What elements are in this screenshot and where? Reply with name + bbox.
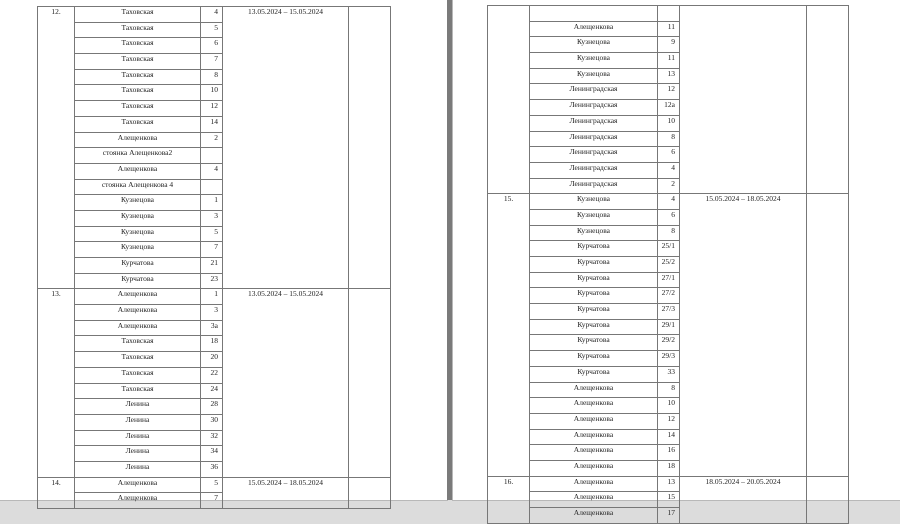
group-number: 16. <box>488 476 530 523</box>
house-cell: 6 <box>201 38 223 54</box>
street-cell <box>530 6 658 22</box>
street-cell: Курчатова <box>530 257 658 273</box>
street-cell: Алещенкова <box>530 382 658 398</box>
date-range-cell: 13.05.2024 – 15.05.2024 <box>223 289 349 477</box>
street-cell: Ленина <box>75 414 201 430</box>
house-cell: 18 <box>658 460 680 476</box>
house-cell: 12а <box>658 100 680 116</box>
street-cell: Кузнецова <box>75 242 201 258</box>
street-cell: Кузнецова <box>75 195 201 211</box>
street-cell: Курчатова <box>530 241 658 257</box>
house-cell: 5 <box>201 22 223 38</box>
street-cell: Кузнецова <box>530 53 658 69</box>
street-cell: Кузнецова <box>530 37 658 53</box>
house-cell: 4 <box>201 163 223 179</box>
house-cell: 32 <box>201 430 223 446</box>
street-cell: Алещенкова <box>75 477 201 493</box>
house-cell: 7 <box>201 54 223 70</box>
table-row <box>488 476 849 492</box>
house-cell <box>201 179 223 195</box>
house-cell: 24 <box>201 383 223 399</box>
house-cell: 10 <box>658 115 680 131</box>
street-cell: Таховская <box>75 7 201 23</box>
street-cell: Таховская <box>75 367 201 383</box>
street-cell: Алещенкова <box>530 398 658 414</box>
street-cell: Кузнецова <box>530 68 658 84</box>
date-range-cell: 15.05.2024 – 18.05.2024 <box>223 477 349 508</box>
date-range-cell: 18.05.2024 – 20.05.2024 <box>680 476 807 523</box>
house-cell: 2 <box>658 178 680 194</box>
street-cell: Алещенкова <box>530 460 658 476</box>
house-cell: 10 <box>658 398 680 414</box>
street-cell: Ленина <box>75 430 201 446</box>
document-page-left <box>0 0 447 503</box>
group-number-continued <box>488 6 530 194</box>
house-cell: 21 <box>201 258 223 274</box>
house-cell: 23 <box>201 273 223 289</box>
street-cell: Курчатова <box>75 273 201 289</box>
date-range-cell <box>680 6 807 194</box>
house-cell: 12 <box>658 413 680 429</box>
street-cell: Алещенкова <box>530 476 658 492</box>
street-cell: Алещенкова <box>530 413 658 429</box>
house-cell: 33 <box>658 366 680 382</box>
street-cell: Алещенкова <box>75 320 201 336</box>
street-cell: Курчатова <box>75 258 201 274</box>
street-cell: Ленина <box>75 461 201 477</box>
house-cell: 27/2 <box>658 288 680 304</box>
house-cell: 16 <box>658 445 680 461</box>
house-cell: 1 <box>201 195 223 211</box>
street-cell: Ленинградская <box>530 131 658 147</box>
street-cell: Таховская <box>75 54 201 70</box>
house-cell: 7 <box>201 242 223 258</box>
document-page-right <box>453 0 900 517</box>
house-cell: 8 <box>658 225 680 241</box>
house-cell: 36 <box>201 461 223 477</box>
house-cell: 5 <box>201 226 223 242</box>
street-cell: Алещенкова <box>75 163 201 179</box>
house-cell: 18 <box>201 336 223 352</box>
notes-cell <box>349 7 391 289</box>
house-cell: 4 <box>658 194 680 210</box>
street-cell: Таховская <box>75 22 201 38</box>
notes-cell <box>807 476 849 523</box>
date-range-cell: 15.05.2024 – 18.05.2024 <box>680 194 807 476</box>
street-cell: Ленинградская <box>530 162 658 178</box>
house-cell: 1 <box>201 289 223 305</box>
street-cell: Ленина <box>75 399 201 415</box>
table-row <box>38 477 391 493</box>
schedule-table-left <box>37 6 391 509</box>
house-cell: 29/1 <box>658 319 680 335</box>
street-cell: Кузнецова <box>75 210 201 226</box>
house-cell: 11 <box>658 21 680 37</box>
notes-cell <box>349 477 391 508</box>
house-cell: 5 <box>201 477 223 493</box>
street-cell: Ленинградская <box>530 147 658 163</box>
house-cell: 25/1 <box>658 241 680 257</box>
street-cell: Таховская <box>75 101 201 117</box>
street-cell: Курчатова <box>530 288 658 304</box>
street-cell: Таховская <box>75 85 201 101</box>
street-cell: стоянка Алещенкова 4 <box>75 179 201 195</box>
street-cell: Алещенкова <box>530 508 658 524</box>
street-cell: Ленинградская <box>530 178 658 194</box>
street-cell: Курчатова <box>530 351 658 367</box>
house-cell: 14 <box>658 429 680 445</box>
house-cell: 10 <box>201 85 223 101</box>
street-cell: стоянка Алещенкова2 <box>75 148 201 164</box>
street-cell: Курчатова <box>530 319 658 335</box>
street-cell: Курчатова <box>530 272 658 288</box>
house-cell: 22 <box>201 367 223 383</box>
house-cell: 29/3 <box>658 351 680 367</box>
house-cell: 27/3 <box>658 304 680 320</box>
street-cell: Курчатова <box>530 366 658 382</box>
date-range-cell: 13.05.2024 – 15.05.2024 <box>223 7 349 289</box>
house-cell: 27/1 <box>658 272 680 288</box>
group-number: 14. <box>38 477 75 508</box>
street-cell: Ленинградская <box>530 115 658 131</box>
house-cell: 4 <box>201 7 223 23</box>
house-cell: 11 <box>658 53 680 69</box>
house-cell: 3а <box>201 320 223 336</box>
house-cell: 8 <box>201 69 223 85</box>
notes-cell <box>349 289 391 477</box>
house-cell: 2 <box>201 132 223 148</box>
house-cell: 9 <box>658 37 680 53</box>
street-cell: Курчатова <box>530 304 658 320</box>
house-cell: 13 <box>658 68 680 84</box>
table-row <box>38 289 391 305</box>
group-number: 12. <box>38 7 75 289</box>
house-cell: 6 <box>658 147 680 163</box>
street-cell: Алещенкова <box>530 21 658 37</box>
street-cell: Алещенкова <box>530 445 658 461</box>
street-cell: Таховская <box>75 69 201 85</box>
house-cell: 14 <box>201 116 223 132</box>
street-cell: Алещенкова <box>530 429 658 445</box>
street-cell: Кузнецова <box>530 209 658 225</box>
street-cell: Таховская <box>75 116 201 132</box>
house-cell: 30 <box>201 414 223 430</box>
house-cell: 29/2 <box>658 335 680 351</box>
house-cell: 4 <box>658 162 680 178</box>
house-cell: 3 <box>201 305 223 321</box>
street-cell: Ленинградская <box>530 100 658 116</box>
house-cell: 12 <box>658 84 680 100</box>
table-row <box>488 6 849 22</box>
street-cell: Таховская <box>75 336 201 352</box>
house-cell: 8 <box>658 382 680 398</box>
street-cell: Алещенкова <box>530 492 658 508</box>
table-row <box>38 7 391 23</box>
street-cell: Таховская <box>75 38 201 54</box>
house-cell: 6 <box>658 209 680 225</box>
street-cell: Кузнецова <box>530 225 658 241</box>
house-cell: 20 <box>201 352 223 368</box>
street-cell: Алещенкова <box>75 289 201 305</box>
street-cell: Кузнецова <box>75 226 201 242</box>
street-cell: Ленина <box>75 446 201 462</box>
house-cell: 15 <box>658 492 680 508</box>
street-cell: Курчатова <box>530 335 658 351</box>
street-cell: Кузнецова <box>530 194 658 210</box>
house-cell: 34 <box>201 446 223 462</box>
notes-cell <box>807 6 849 194</box>
house-cell: 12 <box>201 101 223 117</box>
house-cell: 25/2 <box>658 257 680 273</box>
street-cell: Таховская <box>75 383 201 399</box>
house-cell: 13 <box>658 476 680 492</box>
house-cell <box>658 6 680 22</box>
schedule-table-right <box>487 5 849 524</box>
house-cell: 8 <box>658 131 680 147</box>
street-cell: Алещенкова <box>75 493 201 509</box>
street-cell: Алещенкова <box>75 305 201 321</box>
group-number: 15. <box>488 194 530 476</box>
notes-cell <box>807 194 849 476</box>
house-cell: 17 <box>658 508 680 524</box>
house-cell <box>201 148 223 164</box>
street-cell: Алещенкова <box>75 132 201 148</box>
street-cell: Ленинградская <box>530 84 658 100</box>
street-cell: Таховская <box>75 352 201 368</box>
house-cell: 7 <box>201 493 223 509</box>
house-cell: 3 <box>201 210 223 226</box>
table-row <box>488 194 849 210</box>
group-number: 13. <box>38 289 75 477</box>
house-cell: 28 <box>201 399 223 415</box>
